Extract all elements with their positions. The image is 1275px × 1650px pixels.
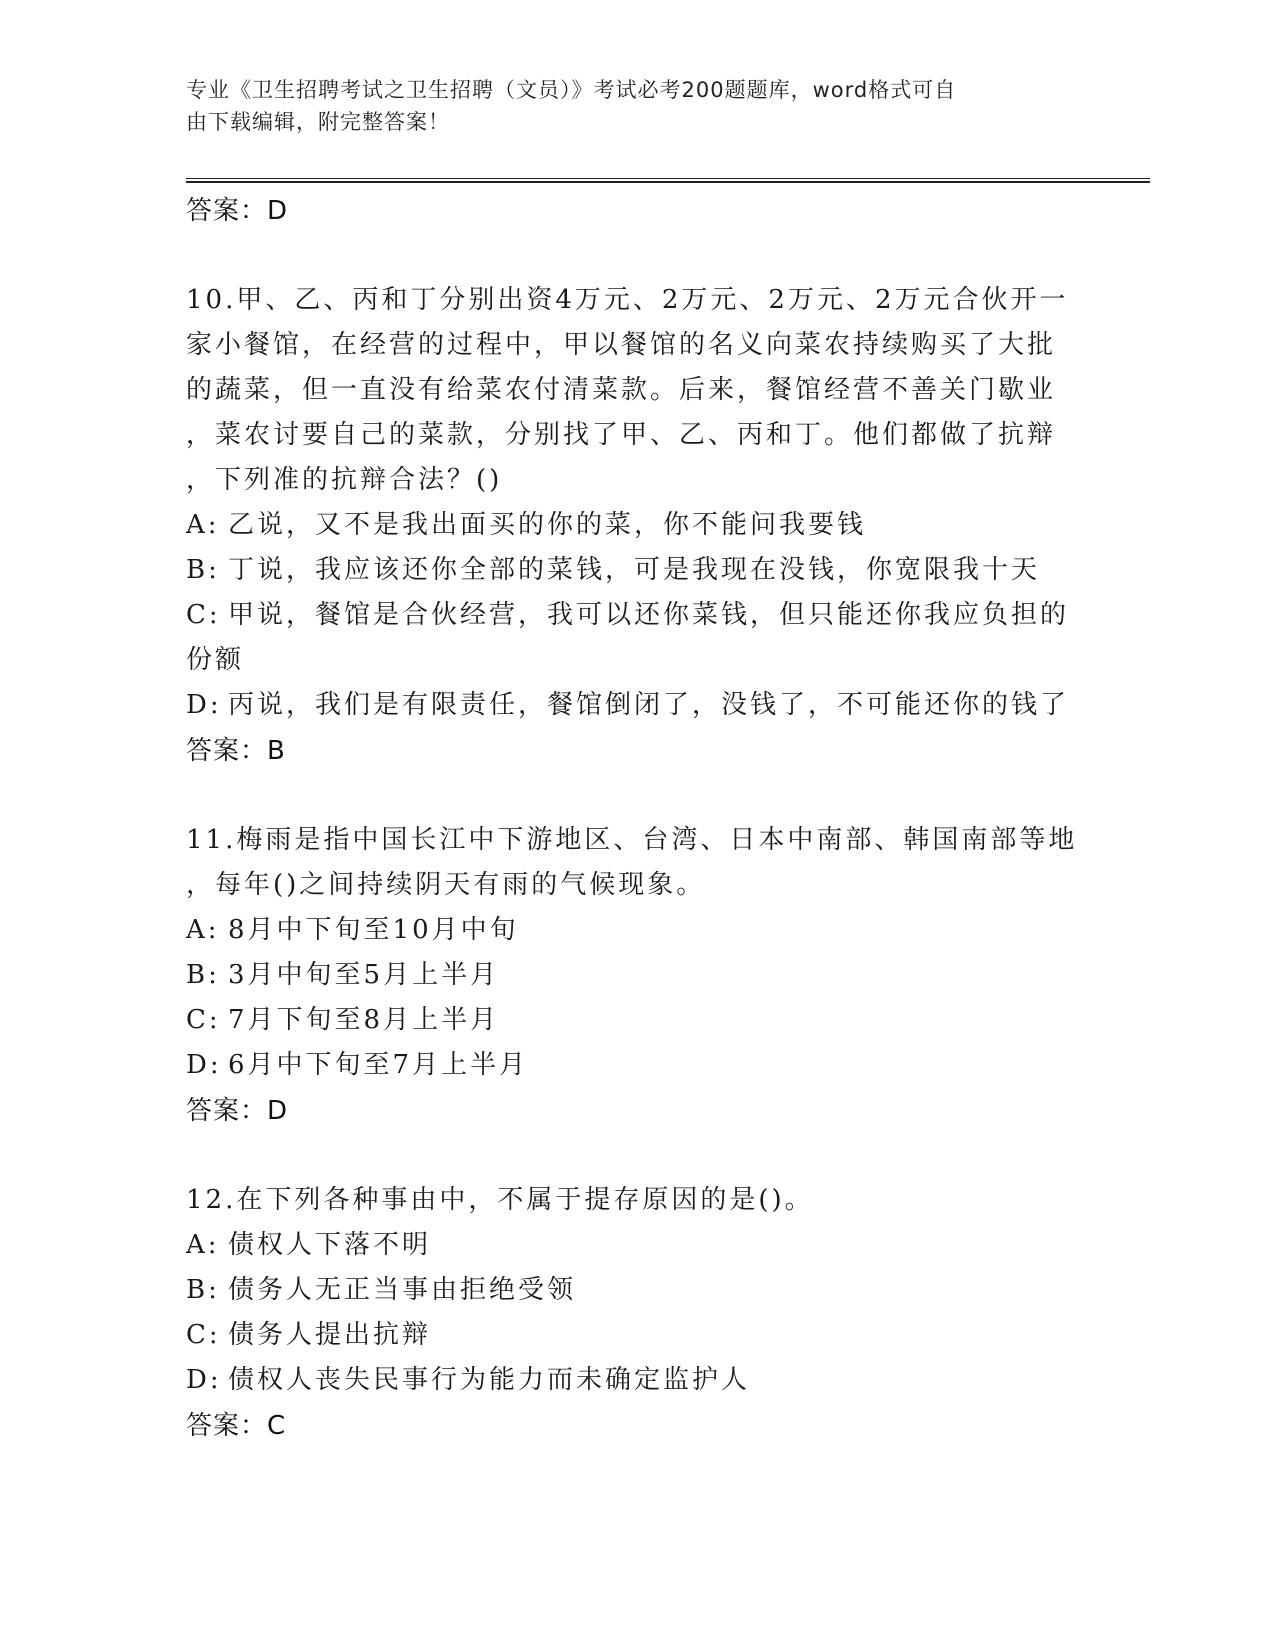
option-text: 乙说，又不是我出面买的你的菜，你不能问我要钱 [228, 510, 867, 540]
question-block [186, 818, 1086, 1134]
header-line-1: 专业《卫生招聘考试之卫生招聘（文员）》考试必考200题题库，word格式可自 [186, 78, 957, 102]
option-key: D: [186, 1050, 222, 1080]
option-text: 债权人丧失民事行为能力而未确定监护人 [228, 1365, 751, 1395]
option-text-continued: 份额 [186, 645, 245, 675]
answer-line: 答案：D [186, 196, 289, 226]
option-text: 丙说，我们是有限责任，餐馆倒闭了，没钱了，不可能还你的钱了 [228, 690, 1070, 720]
question-stem-line: ，菜农讨要自己的菜款，分别找了甲、乙、丙和丁。他们都做了抗辩 [186, 420, 1057, 450]
option-key: A: [186, 510, 220, 540]
option-key: C: [186, 600, 221, 630]
question-stem-line: 11.梅雨是指中国长江中下游地区、台湾、日本中南部、韩国南部等地 [186, 825, 1078, 855]
option-key: B: [186, 960, 220, 990]
option-key: B: [186, 555, 220, 585]
option-a [186, 503, 1086, 548]
option-key: B: [186, 1275, 220, 1305]
option-d [186, 1043, 1086, 1088]
question-stem-line: 10.甲、乙、丙和丁分别出资4万元、2万元、2万元、2万元合伙开一 [186, 285, 1069, 315]
question-block [186, 278, 1086, 774]
option-d [186, 683, 1086, 728]
option-text: 甲说，餐馆是合伙经营，我可以还你菜钱，但只能还你我应负担的 [228, 600, 1070, 630]
option-b [186, 1268, 1086, 1313]
question-block [186, 1178, 1086, 1449]
question-content [186, 188, 1086, 1449]
spacer [186, 234, 1086, 278]
header-rule-thin [186, 178, 1150, 179]
option-text: 3月中旬至5月上半月 [228, 960, 500, 990]
option-a [186, 1223, 1086, 1268]
option-key: D: [186, 1365, 222, 1395]
answer-line: 答案：C [186, 1411, 287, 1441]
option-c [186, 593, 1086, 638]
option-key: A: [186, 915, 220, 945]
option-c [186, 998, 1086, 1043]
header-line-2: 由下载编辑，附完整答案！ [186, 110, 450, 134]
option-key: D: [186, 690, 222, 720]
option-key: C: [186, 1005, 221, 1035]
question-stem-line: 家小餐馆，在经营的过程中，甲以餐馆的名义向菜农持续购买了大批 [186, 330, 1057, 360]
option-key: A: [186, 1230, 220, 1260]
page-header [186, 74, 1086, 138]
option-c [186, 1313, 1086, 1358]
answer-line: 答案：B [186, 736, 286, 766]
question-stem-line: 12.在下列各种事由中，不属于提存原因的是()。 [186, 1185, 814, 1215]
option-text: 7月下旬至8月上半月 [228, 1005, 500, 1035]
option-text: 债务人提出抗辩 [228, 1320, 432, 1350]
question-stem-line: ，每年()之间持续阴天有雨的气候现象。 [186, 870, 706, 900]
option-a [186, 908, 1086, 953]
option-b [186, 548, 1086, 593]
question-stem-line: 的蔬菜，但一直没有给菜农付清菜款。后来，餐馆经营不善关门歇业 [186, 375, 1057, 405]
spacer [186, 1134, 1086, 1178]
question-stem-line: ，下列准的抗辩合法？() [186, 465, 503, 495]
option-text: 丁说，我应该还你全部的菜钱，可是我现在没钱，你宽限我十天 [228, 555, 1041, 585]
option-text: 6月中下旬至7月上半月 [228, 1050, 529, 1080]
option-key: C: [186, 1320, 221, 1350]
answer-line: 答案：D [186, 1096, 289, 1126]
spacer [186, 774, 1086, 818]
option-d [186, 1358, 1086, 1403]
option-text: 8月中下旬至10月中旬 [228, 915, 519, 945]
option-b [186, 953, 1086, 998]
option-text: 债权人下落不明 [228, 1230, 432, 1260]
option-text: 债务人无正当事由拒绝受领 [228, 1275, 577, 1305]
header-rule-thick [186, 181, 1150, 183]
